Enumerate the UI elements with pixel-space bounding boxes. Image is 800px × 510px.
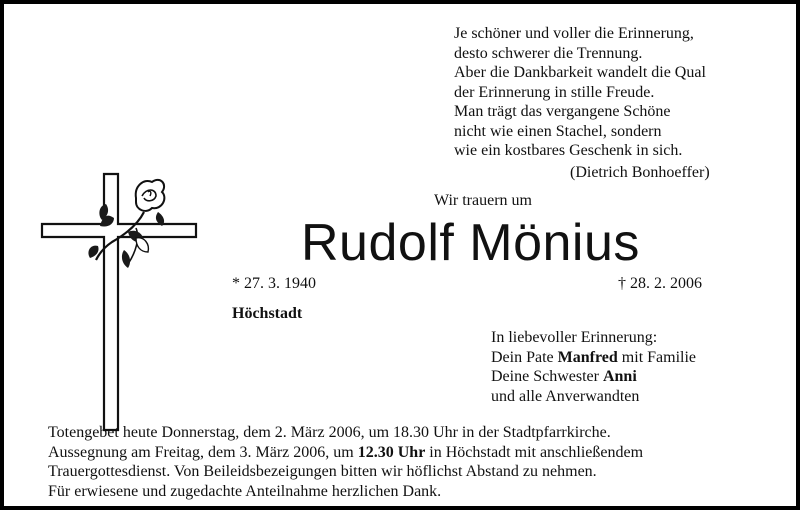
- mourner-name: Anni: [602, 368, 637, 385]
- mourner-text: Deine Schwester: [491, 368, 603, 385]
- notice-text: in Höchstadt mit anschließendem: [425, 443, 644, 461]
- poem-line: desto schwerer die Trennung.: [454, 44, 643, 62]
- mourner-line: [491, 367, 696, 387]
- service-notice: [48, 423, 643, 501]
- notice-line: Totengebet heute Donnerstag, dem 2. März 2006, um 18.30 Uhr in der Stadtpfarrkirche.: [48, 424, 611, 441]
- notice-line: [48, 443, 643, 463]
- poem-line: Aber die Dankbarkeit wandelt die Qual: [454, 64, 706, 81]
- notice-line: Für erwiesene und zugedachte Anteilnahme herzlichen Dank.: [48, 482, 442, 500]
- mourner-name: Manfred: [557, 348, 618, 366]
- mourner-text: mit Familie: [617, 348, 697, 366]
- notice-time: 12.30 Uhr: [357, 443, 426, 461]
- intro-text: Wir trauern um: [434, 192, 532, 209]
- poem-line: Je schöner und voller die Erinnerung,: [454, 25, 694, 42]
- poem-line: nicht wie einen Stachel, sondern: [454, 122, 662, 140]
- poem-author: (Dietrich Bonhoeffer): [570, 164, 710, 181]
- mourner-text: Dein Pate: [491, 348, 558, 366]
- poem: [454, 24, 706, 161]
- deceased-name: Rudolf Mönius: [301, 214, 640, 272]
- place-name: Höchstadt: [232, 305, 303, 322]
- poem-line: wie ein kostbares Geschenk in sich.: [454, 142, 683, 159]
- poem-line: der Erinnerung in stille Freude.: [454, 83, 655, 101]
- notice-text: Aussegnung am Freitag, dem 3. März 2006, um: [48, 443, 358, 461]
- notice-line: Trauergottesdienst. Von Beileidsbezeigungen bitten wir höflichst Abstand zu nehmen.: [48, 463, 597, 480]
- mourners-list: [491, 328, 696, 406]
- mourner-line: [491, 348, 696, 368]
- mourners-heading: In liebevoller Erinnerung:: [491, 329, 658, 346]
- poem-line: Man trägt das vergangene Schöne: [454, 103, 671, 120]
- mourner-line: und alle Anverwandten: [491, 387, 640, 405]
- death-date: † 28. 2. 2006: [618, 275, 702, 292]
- cross-with-rose-icon: [40, 172, 200, 432]
- birth-date: * 27. 3. 1940: [232, 275, 316, 292]
